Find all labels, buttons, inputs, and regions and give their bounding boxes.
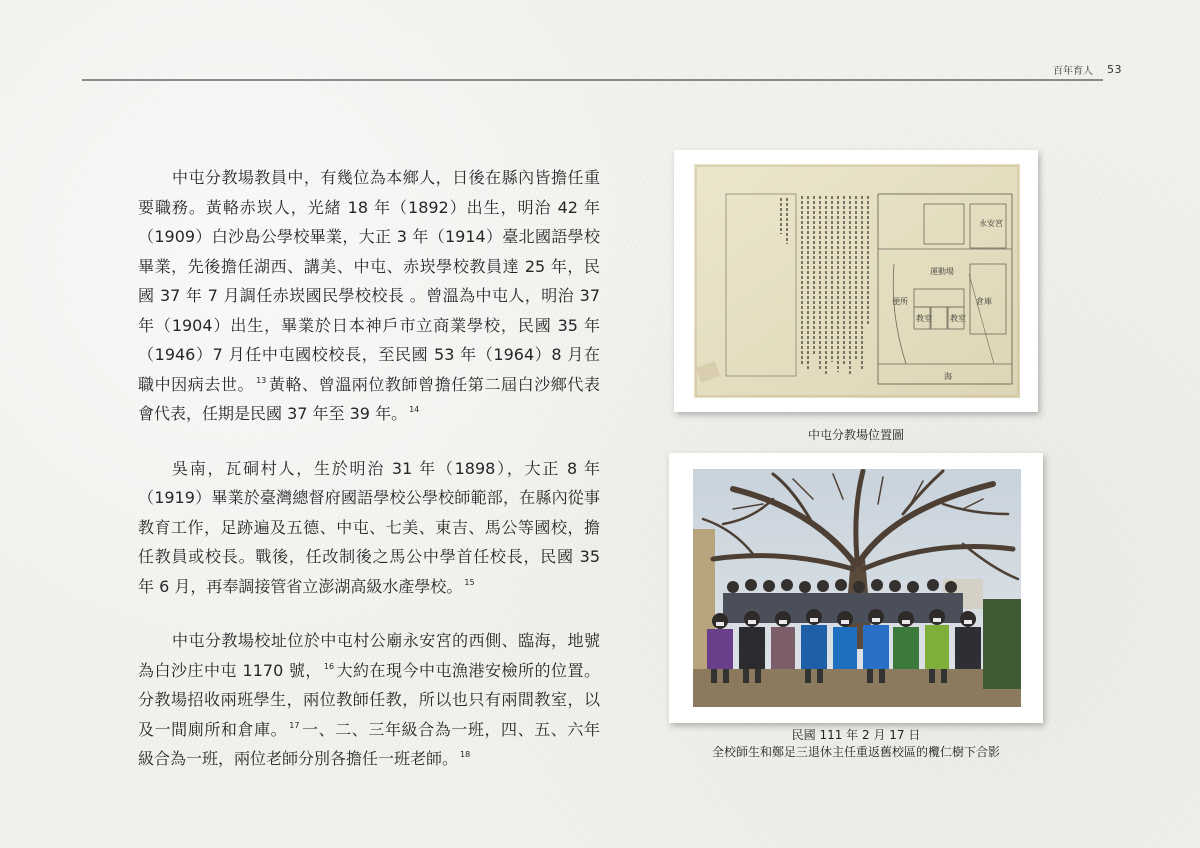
section-title: 百年育人 [1053, 66, 1093, 77]
group-photo-image [693, 469, 1021, 707]
map-caption: 中屯分教場位置圖 [807, 428, 904, 442]
footnote-marker: 14 [409, 405, 420, 414]
map-label: 教室 [950, 314, 966, 323]
paragraph-text: 中屯分教場校址位於中屯村公廟永安宮的西側、臨海，地號為白沙庄中屯 1170 號， [138, 631, 600, 680]
group-photo-frame [669, 453, 1043, 723]
map-label: 運動場 [930, 267, 954, 276]
footnote-marker: 15 [464, 577, 475, 587]
running-header [1053, 62, 1122, 77]
map-document-image [694, 164, 1020, 398]
paragraph-text: 大約在現今中屯漁港安檢所的位置。分教場招收兩班學生，兩位教師任教，所以也只有兩間教室，以及一間廁所和倉庫。 [138, 660, 600, 739]
body-paragraph [138, 626, 600, 774]
footnote-marker: 18 [460, 750, 471, 759]
footnote-marker: 16 [323, 661, 335, 671]
map-label: 教室 [916, 314, 932, 323]
paragraph-text: 黃輅、曾溫兩位教師曾擔任第二屆白沙鄉代表會代表，任期是民國 37 年至 39 年。 [138, 374, 600, 423]
body-text [138, 163, 600, 799]
page-number: 53 [1107, 63, 1122, 76]
map-photo-frame [674, 150, 1038, 412]
header-rule [82, 79, 1103, 81]
paragraph-text: 中屯分教場教員中，有幾位為本鄉人，日後在縣內皆擔任重要職務。黃輅赤崁人，光緒 18 年（1892）出生，明治 42 年（1909）白沙島公學校畢業，大正 3 年（1914）臺北國語學校畢業，先後擔任湖西、講美、中屯、赤崁學校教員達 25 年，民國 37 年 7 月調任赤崁國民學校校長 。曾溫為中屯人，明治 37 年（1904）出生，畢業於日本神戶市立商業學校，民國 35 年（1946）7 月任中屯國校校長，至民國 53 年（1964）8 月在職中因病去世。 [138, 168, 600, 394]
map-label: 倉庫 [976, 297, 992, 306]
paragraph-text: 一、二、三年級合為一班，四、五、六年級合為一班，兩位老師分別各擔任一班老師。 [138, 719, 600, 768]
footnote-marker: 13 [256, 375, 267, 385]
footnote-marker: 17 [289, 720, 300, 730]
map-label: 海 [944, 372, 952, 381]
photo-caption-description: 全校師生和鄭足三退休主任重返舊校區的欖仁樹下合影 [711, 745, 1000, 759]
paragraph-text: 吳南，瓦硐村人，生於明治 31 年（1898），大正 8 年（1919）畢業於臺灣總督府國語學校公學校師範部，在縣內從事教育工作，足跡遍及五德、中屯、七美、東吉、馬公等國校，擔任教員或校長。戰後，任改制後之馬公中學首任校長，民國 35 年 6 月，再奉調接管省立澎湖高級水產學校。 [138, 458, 600, 596]
body-paragraph [138, 163, 600, 429]
body-paragraph [138, 454, 600, 602]
map-label: 永安宮 [979, 219, 1003, 228]
photo-caption-date: 民國 111 年 2 月 17 日 [791, 728, 921, 742]
photo-caption [669, 727, 1043, 761]
map-label: 便所 [892, 297, 908, 306]
